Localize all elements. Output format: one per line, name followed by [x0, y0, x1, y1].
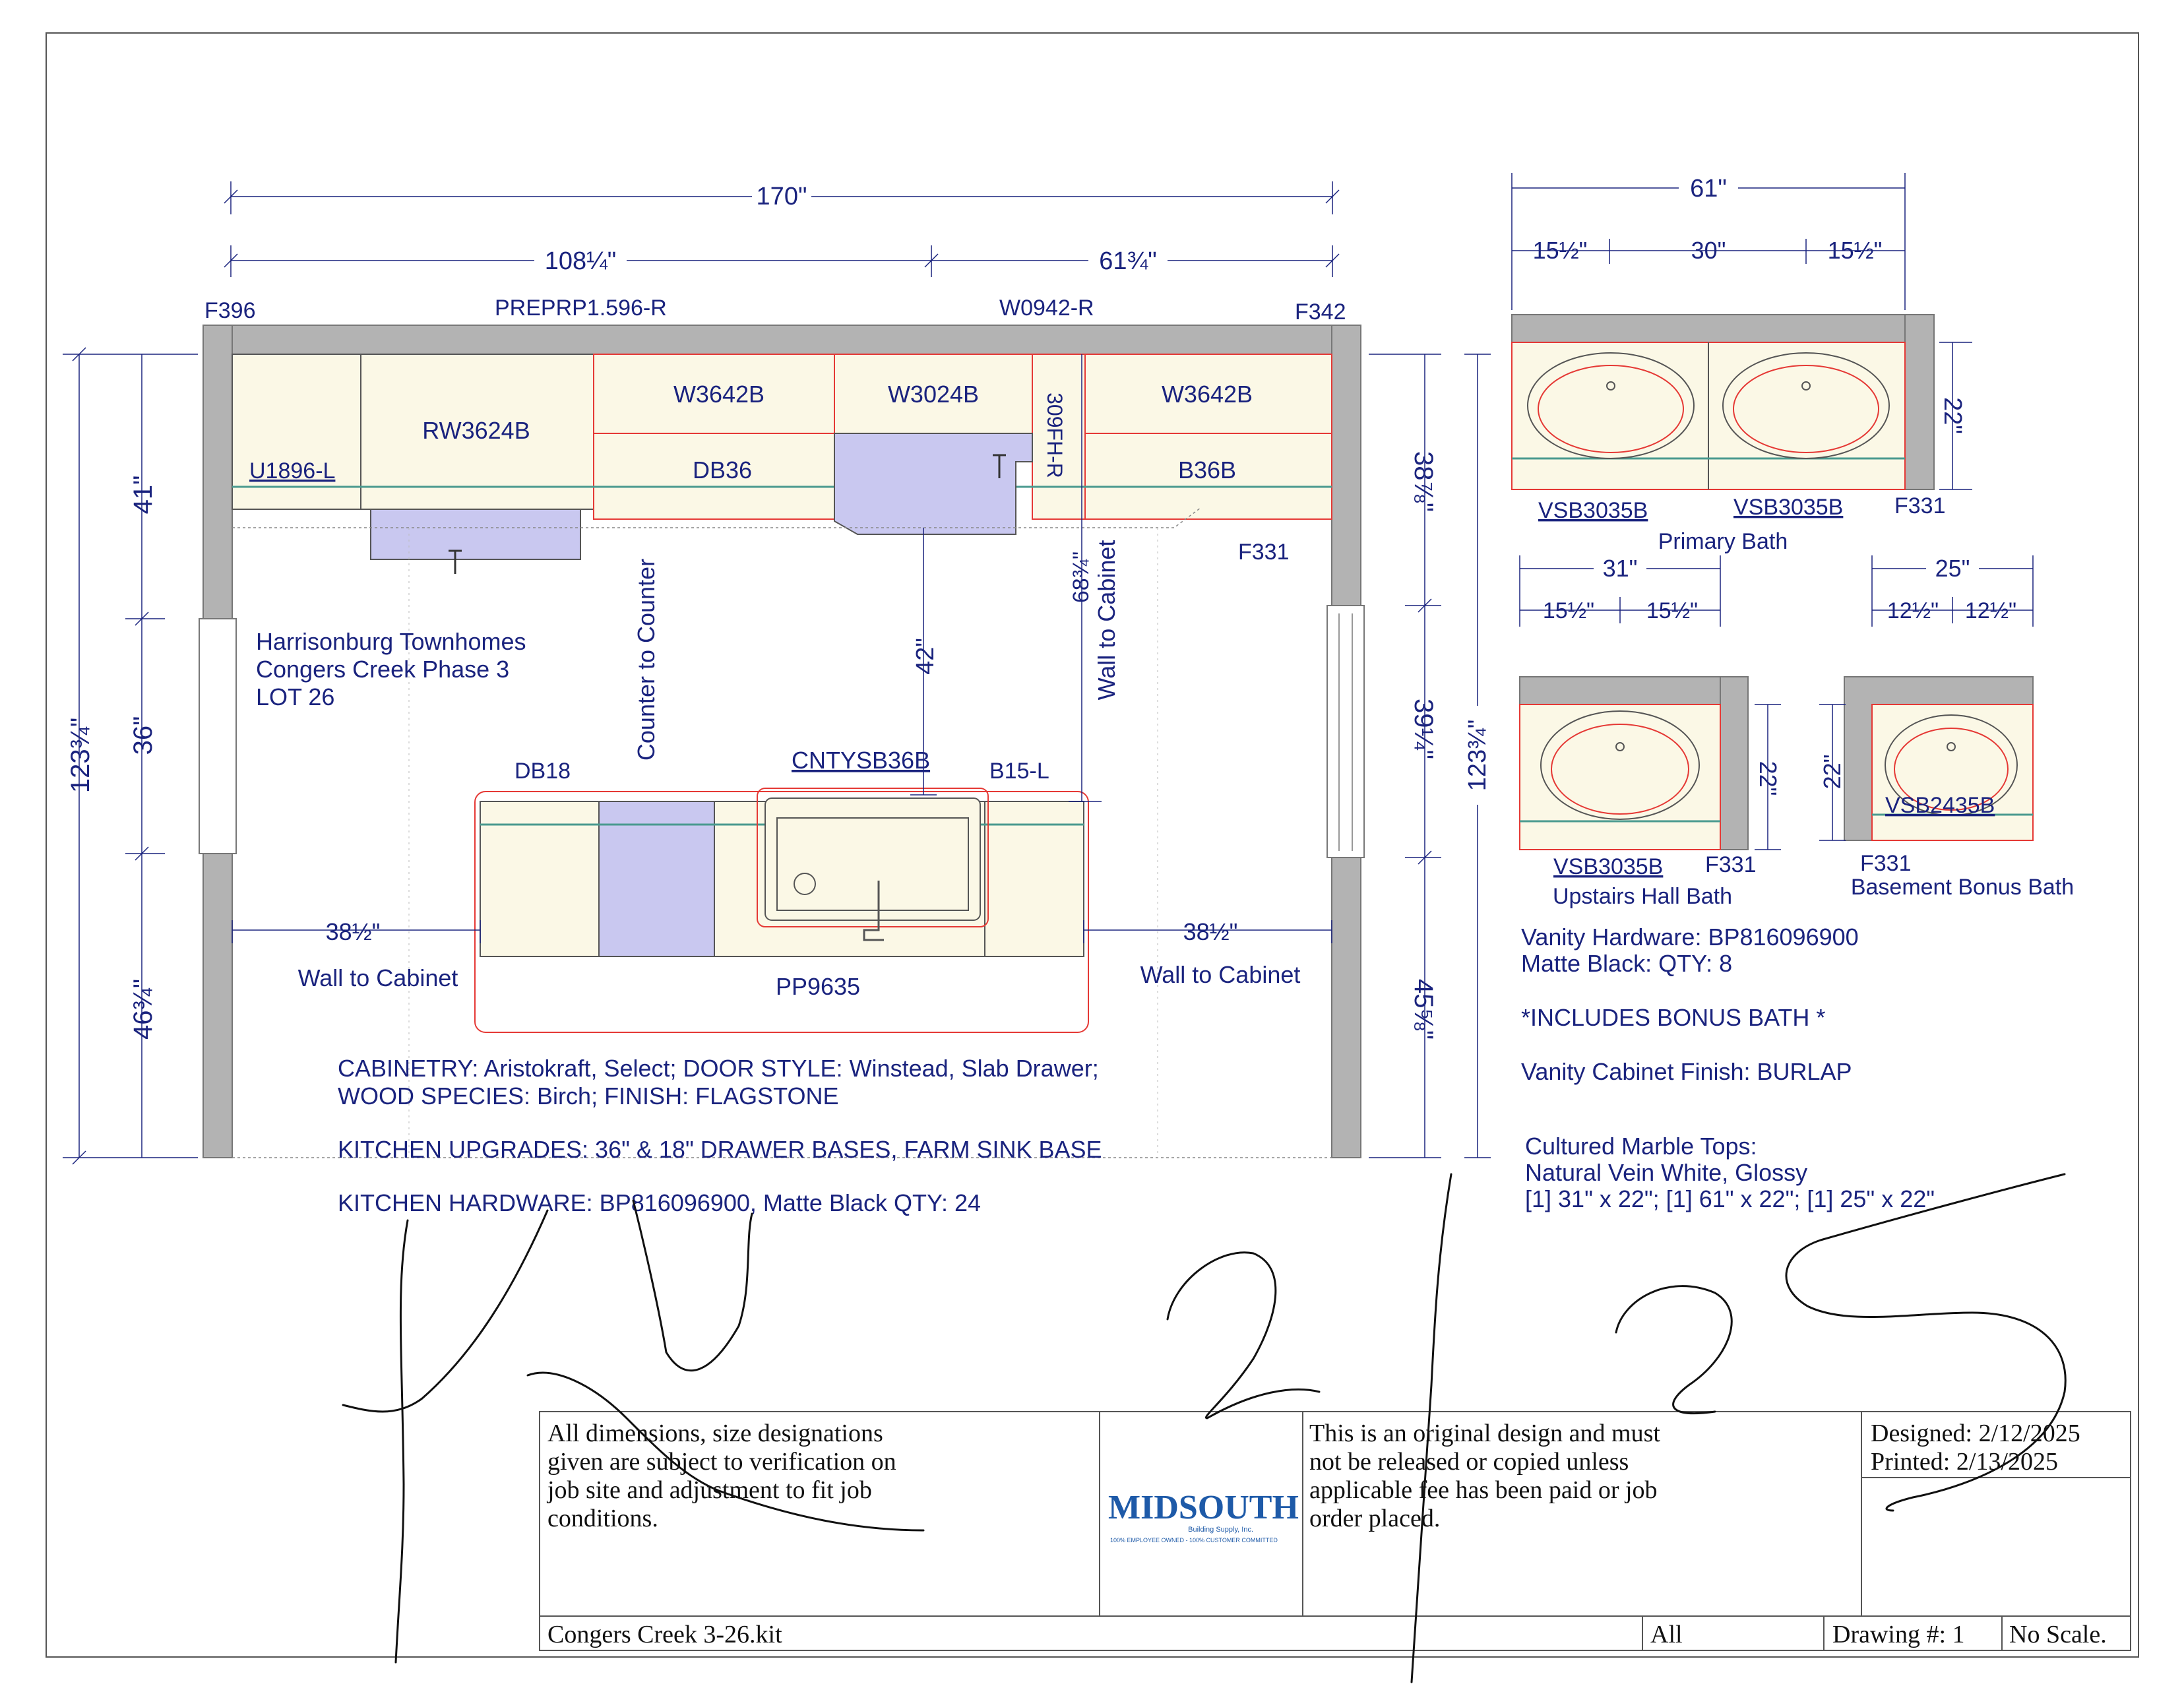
primary-seg-right: 15½" — [1827, 237, 1883, 264]
hall-seg-left: 15½" — [1542, 598, 1595, 623]
dim-170: 170" — [756, 183, 807, 210]
farm-sink — [834, 433, 1032, 534]
svg-text:100% EMPLOYEE OWNED - 100% CUS: 100% EMPLOYEE OWNED - 100% CUSTOMER COMMITTED — [1110, 1537, 1278, 1544]
label-w3024b: W3024B — [887, 381, 980, 408]
spec-line-3: KITCHEN UPGRADES: 36" & 18" DRAWER BASES, FARM SINK BASE — [338, 1136, 1102, 1163]
label-309fh: 309FH-R — [1043, 392, 1067, 478]
scale-label: No Scale. — [2009, 1621, 2107, 1648]
bonus-title: Basement Bonus Bath — [1850, 875, 2075, 900]
label-wall-to-cabinet-right: Wall to Cabinet — [1140, 961, 1301, 988]
project-line-3: LOT 26 — [256, 683, 335, 710]
dim-wall-to-cabinet-v: 68¾" — [1069, 551, 1094, 604]
kitchen-back-run — [232, 354, 1332, 1158]
dim-island-right: 38½" — [1183, 918, 1238, 945]
primary-filler: F331 — [1894, 493, 1946, 518]
label-db36: DB36 — [692, 456, 753, 484]
range — [371, 509, 580, 559]
spec-line-2: WOOD SPECIES: Birch; FINISH: FLAGSTONE — [338, 1082, 839, 1110]
label-f342: F342 — [1295, 299, 1346, 325]
view-label: All — [1650, 1621, 1683, 1648]
vanity-note-5: Cultured Marble Tops: — [1525, 1133, 1757, 1160]
label-preprp: PREPRP1.596-R — [495, 296, 667, 321]
vanity-note-2: Matte Black: QTY: 8 — [1521, 950, 1733, 977]
hall-width: 31" — [1602, 555, 1638, 582]
midsouth-logo — [1108, 1489, 1299, 1544]
primary-bath — [1512, 315, 1934, 489]
dim-left-mid: 36" — [129, 716, 158, 755]
label-w0942: W0942-R — [999, 296, 1094, 321]
label-wall-to-cabinet-v: Wall to Cabinet — [1093, 540, 1120, 701]
label-db18: DB18 — [515, 759, 571, 784]
drawing-number: Drawing #: 1 — [1832, 1621, 1965, 1648]
spec-line-1: CABINETRY: Aristokraft, Select; DOOR STYLE: Winstead, Slab Drawer; — [338, 1055, 1099, 1082]
dim-left-bot: 46¾" — [129, 978, 158, 1040]
primary-cab-2: VSB3035B — [1733, 495, 1844, 520]
label-f331-kitchen: F331 — [1238, 540, 1290, 565]
dim-island-left: 38½" — [325, 918, 381, 945]
dim-counter-to-counter: 42" — [912, 638, 939, 675]
notice-line-2: not be released or copied unless — [1309, 1448, 1629, 1476]
left-window — [199, 619, 236, 854]
hall-filler: F331 — [1705, 852, 1757, 877]
label-f396: F396 — [204, 298, 256, 323]
label-u1896: U1896-L — [249, 458, 336, 484]
bonus-depth: 22" — [1819, 754, 1846, 790]
right-window — [1327, 606, 1364, 858]
designed-date: Designed: 2/12/2025 — [1871, 1420, 2080, 1447]
primary-title: Primary Bath — [1658, 529, 1788, 554]
vanity-note-3: *INCLUDES BONUS BATH * — [1521, 1004, 1826, 1031]
bath-right-height: 123¾" — [1464, 719, 1491, 792]
dim-right-bot: 45⅝" — [1409, 978, 1438, 1040]
spec-line-4: KITCHEN HARDWARE: BP816096900, Matte Black QTY: 24 — [338, 1189, 982, 1216]
dim-right-top: 38⅞" — [1409, 451, 1438, 513]
primary-seg-mid: 30" — [1691, 237, 1726, 264]
notice-line-4: order placed. — [1309, 1505, 1441, 1532]
label-wall-to-cabinet-left: Wall to Cabinet — [297, 964, 458, 991]
label-pp9635: PP9635 — [775, 973, 861, 1000]
dim-61: 61¾" — [1099, 247, 1157, 275]
vanity-note-1: Vanity Hardware: BP816096900 — [1521, 923, 1859, 951]
printed-date: Printed: 2/13/2025 — [1871, 1448, 2058, 1476]
label-b36b: B36B — [1177, 456, 1237, 484]
dim-right-mid: 39¼" — [1409, 698, 1438, 760]
svg-text:MIDSOUTH: MIDSOUTH — [1108, 1489, 1299, 1526]
project-line-2: Congers Creek Phase 3 — [256, 656, 510, 683]
bonus-filler: F331 — [1860, 851, 1912, 876]
svg-text:Building Supply, Inc.: Building Supply, Inc. — [1188, 1526, 1253, 1534]
label-w3642b-right: W3642B — [1161, 381, 1253, 408]
dim-108: 108¼" — [544, 247, 617, 275]
hall-seg-right: 15½" — [1646, 598, 1699, 623]
hall-cab: VSB3035B — [1553, 854, 1664, 879]
bonus-seg-left: 12½" — [1887, 598, 1939, 623]
file-name: Congers Creek 3-26.kit — [547, 1621, 782, 1648]
primary-depth: 22" — [1939, 397, 1966, 434]
hall-title: Upstairs Hall Bath — [1552, 884, 1733, 909]
bonus-cab: VSB2435B — [1885, 793, 1995, 818]
label-rw3624b: RW3624B — [422, 417, 530, 444]
bonus-seg-right: 12½" — [1964, 598, 2017, 623]
project-line-1: Harrisonburg Townhomes — [256, 628, 526, 655]
notice-line-1: This is an original design and must — [1309, 1420, 1660, 1447]
disclaimer-line-3: job site and adjustment to fit job — [547, 1476, 872, 1504]
primary-cab-1: VSB3035B — [1538, 498, 1648, 523]
dim-left-top: 41" — [129, 475, 158, 515]
label-w3642b-left: W3642B — [673, 381, 765, 408]
label-b15: B15-L — [989, 759, 1049, 784]
primary-seg-left: 15½" — [1532, 237, 1588, 264]
label-counter-to-counter: Counter to Counter — [633, 558, 660, 761]
label-cntysb: CNTYSB36B — [792, 747, 931, 774]
disclaimer-line-2: given are subject to verification on — [547, 1448, 896, 1476]
vanity-note-6: Natural Vein White, Glossy — [1525, 1159, 1808, 1186]
dim-left-total: 123¾" — [66, 717, 95, 794]
bonus-width: 25" — [1935, 555, 1970, 582]
vanity-note-4: Vanity Cabinet Finish: BURLAP — [1521, 1058, 1852, 1085]
disclaimer-line-4: conditions. — [547, 1505, 658, 1532]
primary-width: 61" — [1690, 175, 1727, 203]
notice-line-3: applicable fee has been paid or job — [1309, 1476, 1658, 1504]
disclaimer-line-1: All dimensions, size designations — [547, 1420, 883, 1447]
sheet-border — [46, 33, 2138, 1657]
hall-bath — [1520, 677, 1748, 850]
hall-depth: 22" — [1755, 761, 1782, 796]
vanity-note-7: [1] 31" x 22"; [1] 61" x 22"; [1] 25" x 22" — [1525, 1185, 1935, 1212]
